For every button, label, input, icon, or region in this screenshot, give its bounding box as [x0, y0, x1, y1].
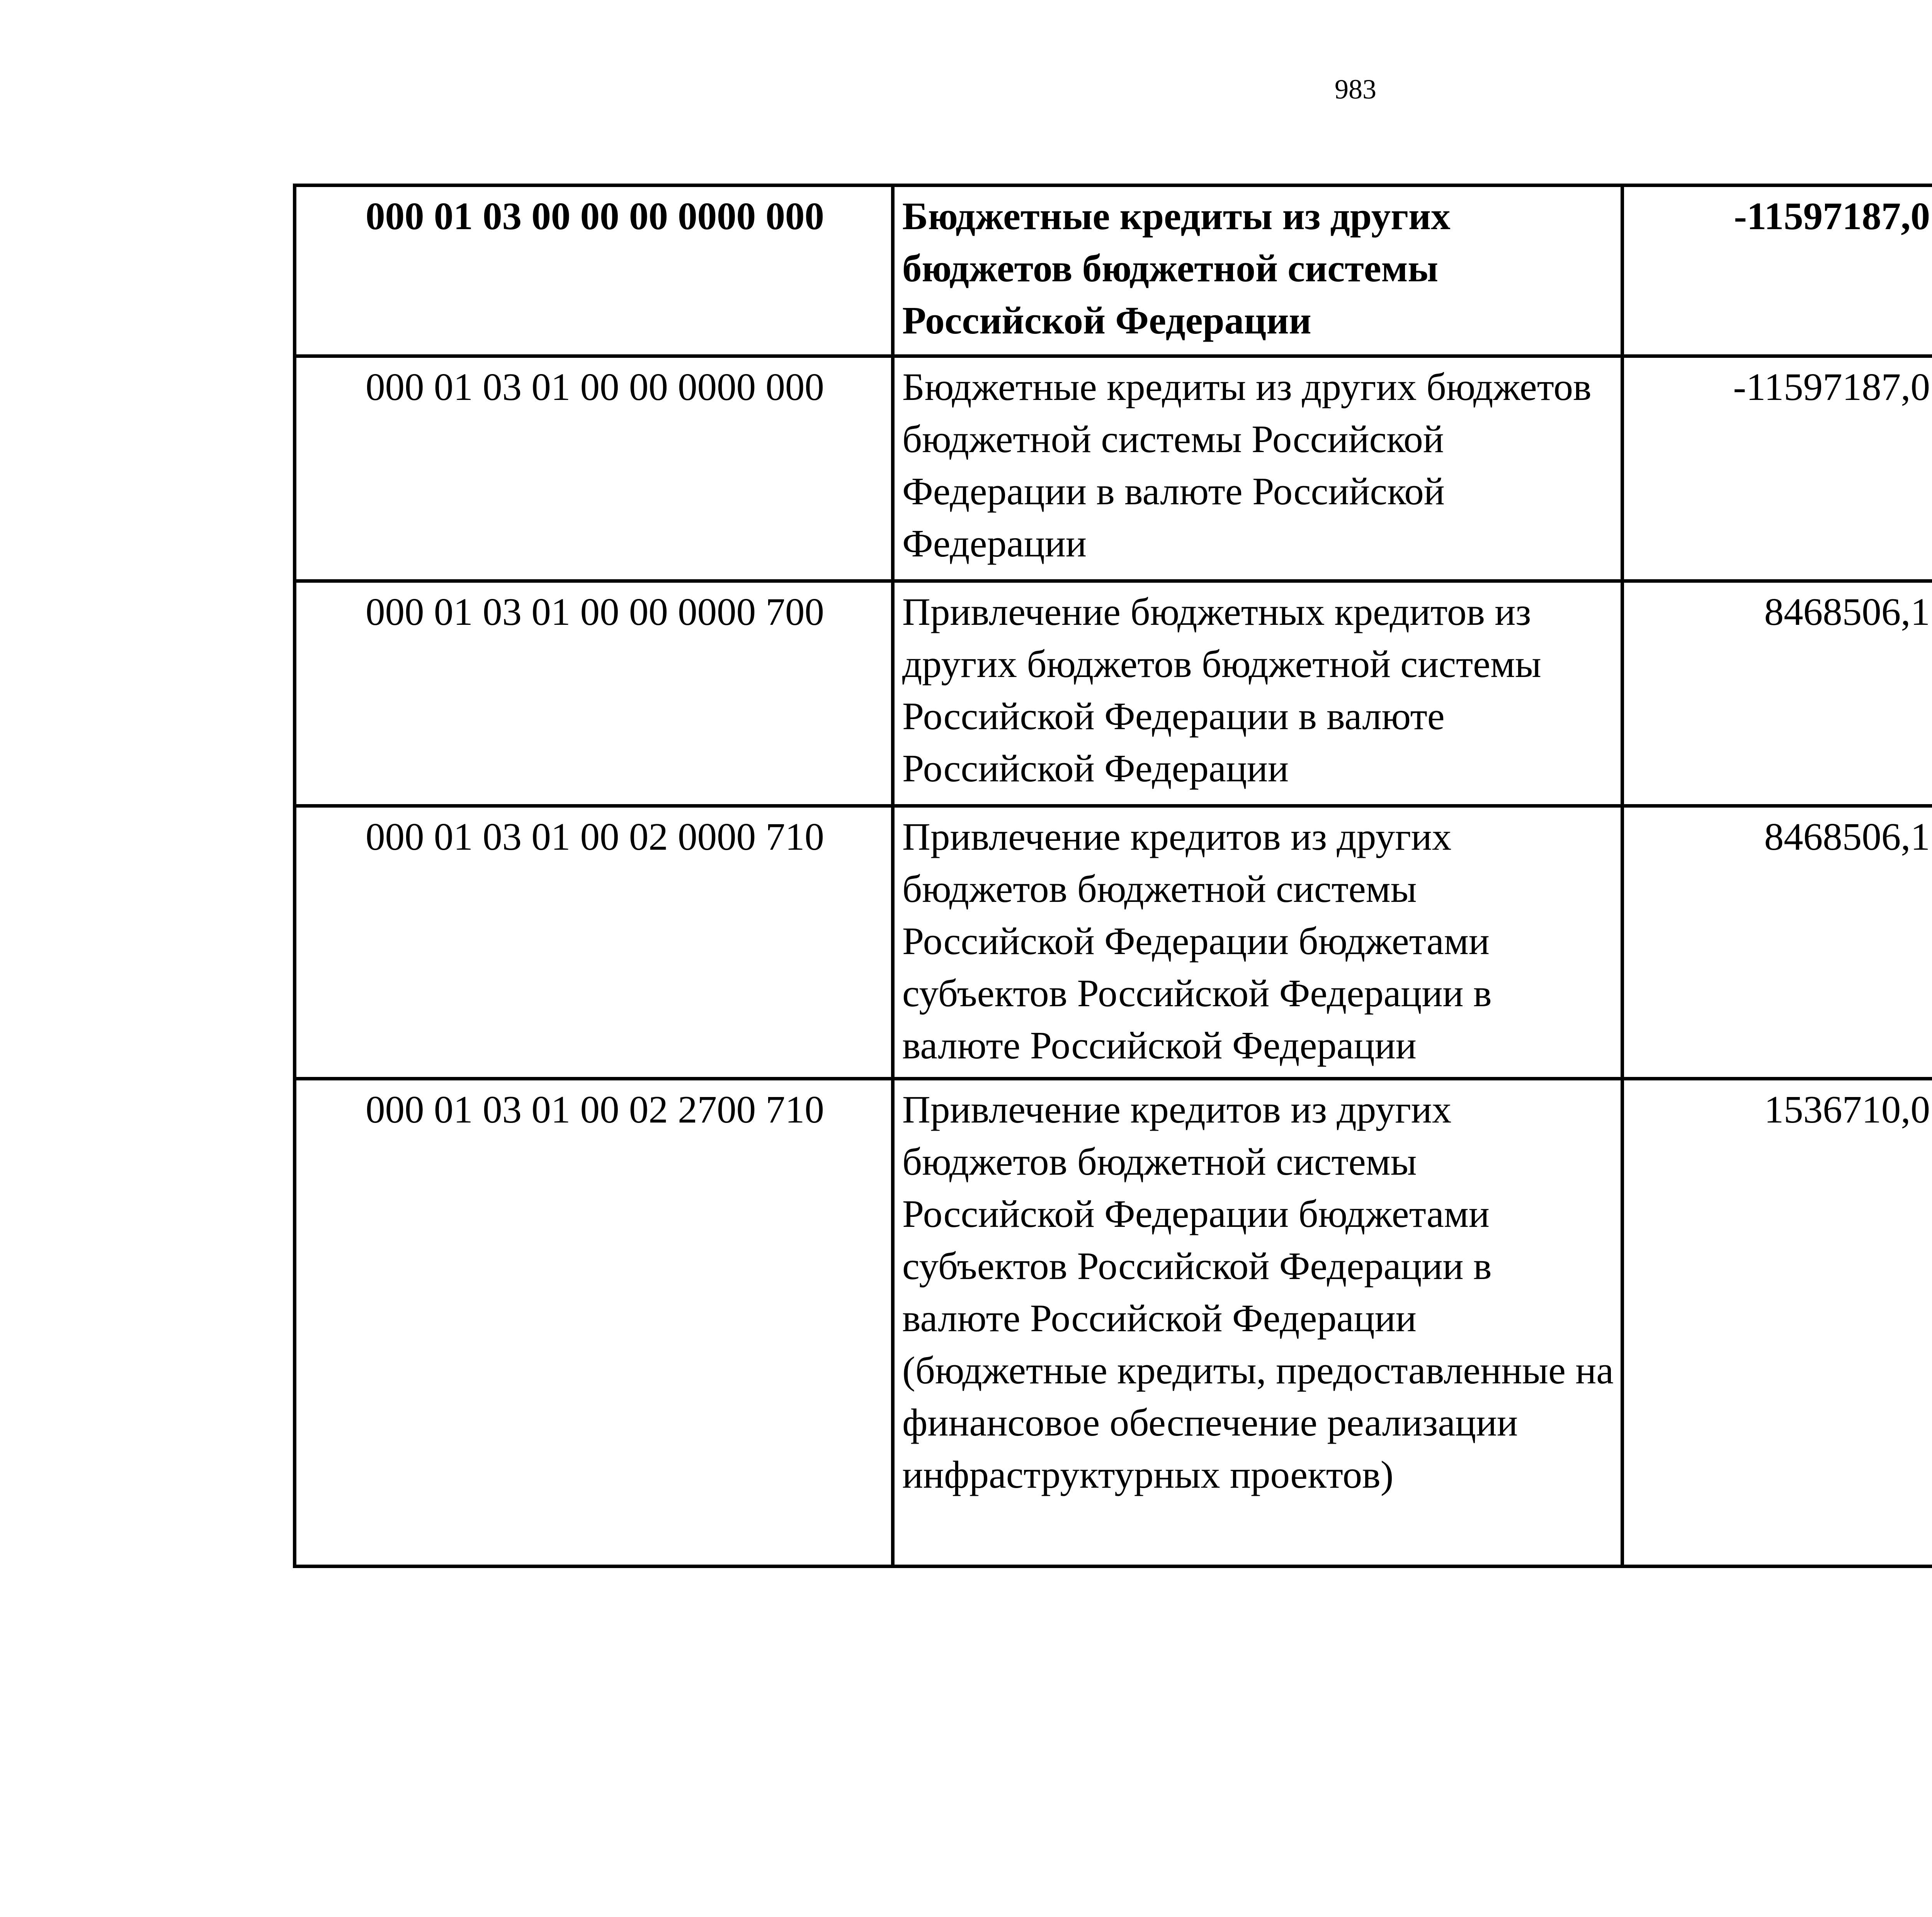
table-row [295, 356, 1932, 581]
budget-sources-table [293, 184, 1932, 1568]
page-number: 983 [1335, 74, 1376, 105]
amount-cell-1: 1536710,0 [1622, 1079, 1932, 1567]
budget-code-cell: 000 01 03 00 00 00 0000 000 [295, 185, 893, 356]
item-name-cell: Привлечение бюджетных кредитов из других бюджетов бюджетной системы Российской Федерации в валюте Российской Федерации [893, 581, 1622, 806]
table-row [295, 1079, 1932, 1567]
item-name-cell: Бюджетные кредиты из других бюджетов бюджетной системы Российской Федерации в валюте Российской Федерации [893, 356, 1622, 581]
budget-code-cell: 000 01 03 01 00 00 0000 700 [295, 581, 893, 806]
amount-cell-1: -11597187,0 [1622, 356, 1932, 581]
table-row [295, 806, 1932, 1079]
table-row [295, 581, 1932, 806]
budget-code-cell: 000 01 03 01 00 02 0000 710 [295, 806, 893, 1079]
amount-cell-1: 8468506,1 [1622, 581, 1932, 806]
item-name-cell: Бюджетные кредиты из других бюджетов бюджетной системы Российской Федерации [893, 185, 1622, 356]
amount-cell-1: -11597187,0 [1622, 185, 1932, 356]
item-name-cell: Привлечение кредитов из других бюджетов бюджетной системы Российской Федерации бюджетами субъектов Российской Федерации в валюте Российской Федерации [893, 806, 1622, 1079]
amount-cell-1: 8468506,1 [1622, 806, 1932, 1079]
item-name-cell: Привлечение кредитов из других бюджетов бюджетной системы Российской Федерации бюджетами субъектов Российской Федерации в валюте Российской Федерации (бюджетные кредиты, предоставленные на финансовое обеспечение реализации инфраструктурных проектов) [893, 1079, 1622, 1567]
budget-code-cell: 000 01 03 01 00 02 2700 710 [295, 1079, 893, 1567]
budget-code-cell: 000 01 03 01 00 00 0000 000 [295, 356, 893, 581]
table-row [295, 185, 1932, 356]
